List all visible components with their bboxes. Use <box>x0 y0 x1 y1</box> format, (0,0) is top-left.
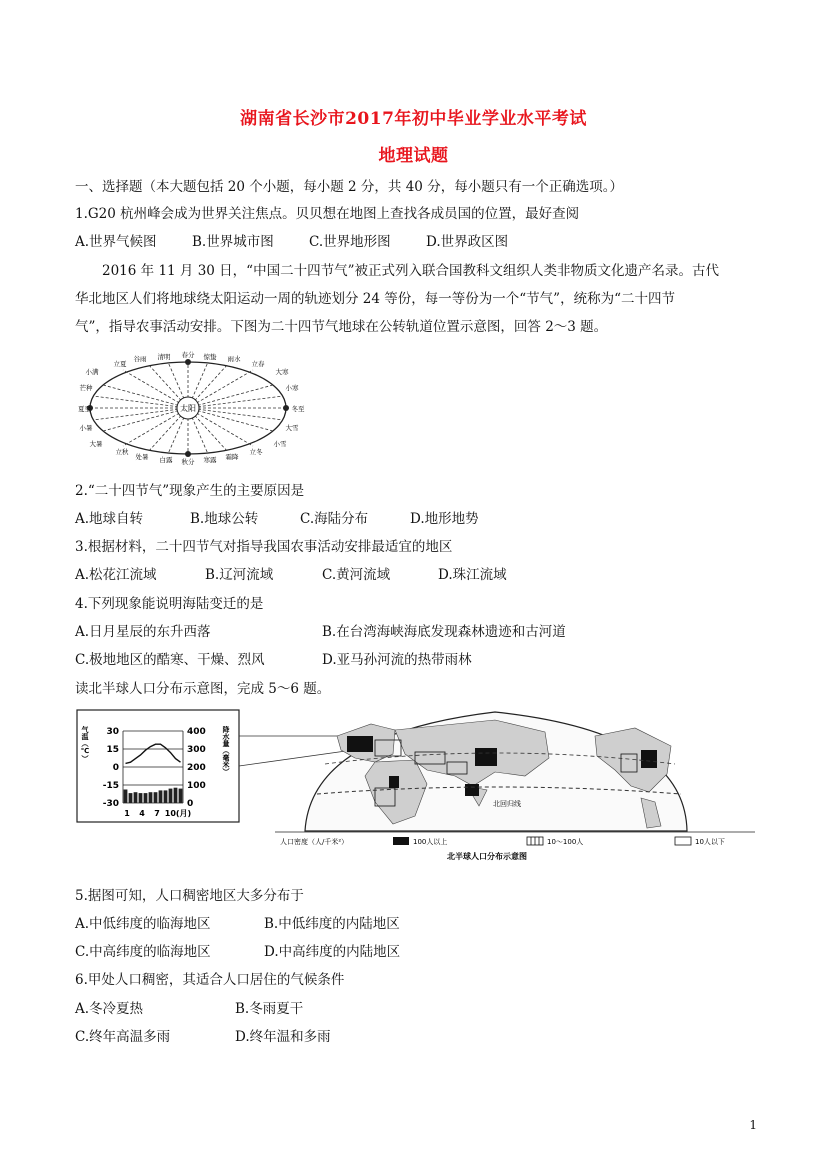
precip-bar-month-1 <box>124 790 128 804</box>
q5-option-a: A.中低纬度的临海地区 <box>75 916 211 932</box>
q1-option-d: D.世界政区图 <box>426 234 509 250</box>
legend-title: 人口密度（人/千米²） <box>280 838 349 846</box>
temp-tick-minus15: -15 <box>102 781 119 791</box>
q3-option-d: D.珠江流域 <box>438 567 507 583</box>
question-1-stem: 1.G20 杭州峰会成为世界关注焦点。贝贝想在地图上查找各成员国的位置，最好查阅 <box>75 206 580 222</box>
precip-tick-100: 100 <box>187 781 206 791</box>
question-2-stem: 2.“二十四节气”现象产生的主要原因是 <box>75 483 305 499</box>
section-heading: 一、选择题（本大题包括 20 个小题，每小题 2 分，共 40 分，每小题只有一个正确选项。） <box>75 179 623 195</box>
term-mangzhong: 芒种 <box>79 384 93 392</box>
term-lixia: 立夏 <box>113 360 127 368</box>
q3-option-b: B.辽河流域 <box>205 567 274 583</box>
term-guyu: 谷雨 <box>133 355 147 363</box>
term-lidong: 立冬 <box>249 448 263 456</box>
q5-option-c: C.中高纬度的临海地区 <box>75 944 211 960</box>
month-label-7: 7 <box>154 809 160 818</box>
term-chushu: 处暑 <box>135 453 149 461</box>
question-5-stem: 5.据图可知，人口稠密地区大多分布于 <box>75 888 304 904</box>
term-xiaoman: 小满 <box>85 368 99 376</box>
precip-bar-month-3 <box>134 792 138 803</box>
term-dongzhi: 冬至 <box>291 405 305 413</box>
connector-line-bottom <box>239 750 353 766</box>
q5-option-b: B.中低纬度的内陆地区 <box>264 916 400 932</box>
q4-option-d: D.亚马孙河流的热带雨林 <box>322 652 472 668</box>
solar-terms-orbit-diagram <box>78 350 310 466</box>
sun-label: 太阳 <box>180 404 196 413</box>
q6-option-d: D.终年温和多雨 <box>235 1029 331 1045</box>
temp-tick-30: 30 <box>106 727 119 737</box>
temp-tick-minus30: -30 <box>102 799 119 809</box>
term-daxue: 大雪 <box>285 424 299 432</box>
month-label-4: 4 <box>139 809 145 818</box>
temp-tick-15: 15 <box>106 745 119 755</box>
q3-option-a: A.松花江流域 <box>75 567 157 583</box>
legend-swatch-dense <box>393 837 409 845</box>
q6-option-b: B.冬雨夏干 <box>235 1001 304 1017</box>
page-number: 1 <box>749 1118 757 1132</box>
q2-option-d: D.地形地势 <box>410 511 479 527</box>
term-qingming: 清明 <box>157 353 171 361</box>
q4-option-c: C.极地地区的酷寒、干燥、烈风 <box>75 652 265 668</box>
question-4-stem: 4.下列现象能说明海陆变迁的是 <box>75 596 264 612</box>
passage-line-1: 2016 年 11 月 30 日，“中国二十四节气”被正式列入联合国教科文组织人类非物质文化遗产名录。古代 <box>102 263 719 279</box>
question-6-stem: 6.甲处人口稠密，其适合人口居住的气候条件 <box>75 972 345 988</box>
reading-prompt: 读北半球人口分布示意图，完成 5～6 题。 <box>75 681 331 697</box>
precip-tick-200: 200 <box>187 763 206 773</box>
q2-option-a: A.地球自转 <box>75 511 144 527</box>
term-dashu: 大暑 <box>89 440 103 448</box>
precip-tick-300: 300 <box>187 745 206 755</box>
legend-swatch-sparse <box>675 837 691 845</box>
term-xiazhi: 夏至 <box>78 405 91 413</box>
q5-option-d: D.中高纬度的内陆地区 <box>264 944 401 960</box>
q1-option-b: B.世界城市图 <box>192 234 274 250</box>
term-xiaoshu: 小暑 <box>79 424 93 432</box>
term-chunfen: 春分 <box>181 351 195 359</box>
legend-dense-label: 100人以上 <box>413 838 448 846</box>
legend-sparse-label: 10人以下 <box>695 838 725 846</box>
legend-medium-label: 10～100人 <box>547 838 584 846</box>
precip-tick-400: 400 <box>187 727 206 737</box>
term-bailu: 白露 <box>159 456 173 464</box>
precip-bar-month-6 <box>149 792 153 803</box>
term-xiaohan: 小寒 <box>285 384 299 392</box>
term-lichun: 立春 <box>251 360 265 368</box>
page-subtitle: 地理试题 <box>378 146 449 166</box>
q4-option-a: A.日月星辰的东升西落 <box>75 624 211 640</box>
term-dahan: 大寒 <box>275 368 289 376</box>
question-3-stem: 3.根据材料，二十四节气对指导我国农事活动安排最适宜的地区 <box>75 539 453 555</box>
precip-axis-label: 降水量（毫米） <box>222 726 230 775</box>
q4-option-b: B.在台湾海峡海底发现森林遗迹和古河道 <box>322 624 566 640</box>
precip-bar-month-2 <box>129 793 133 803</box>
term-shuangjiang: 霜降 <box>225 453 239 461</box>
q6-option-a: A.冬冷夏热 <box>75 1001 144 1017</box>
precip-bar-month-7 <box>154 792 158 803</box>
population-map-figure <box>75 706 755 866</box>
climate-chart-frame <box>77 710 239 822</box>
q2-option-b: B.地球公转 <box>190 511 259 527</box>
precip-bar-month-9 <box>164 790 168 803</box>
term-jingzhe: 惊蛰 <box>203 353 217 361</box>
passage-line-3: 气”，指导农事活动安排。下图为二十四节气地球在公转轨道位置示意图，回答 2～3 题。 <box>75 319 608 335</box>
temp-axis-label: 气温（℃） <box>81 726 89 762</box>
precip-bar-month-5 <box>144 793 148 803</box>
temp-tick-0: 0 <box>112 763 119 773</box>
precip-tick-0: 0 <box>187 799 194 809</box>
month-label-1: 1 <box>124 809 130 818</box>
precip-bar-month-4 <box>139 793 143 803</box>
page-title: 湖南省长沙市2017年初中毕业学业水平考试 <box>240 109 587 129</box>
q6-option-c: C.终年高温多雨 <box>75 1029 171 1045</box>
q1-option-a: A.世界气候图 <box>75 234 157 250</box>
term-hanlu: 寒露 <box>203 456 217 464</box>
map-caption: 北半球人口分布示意图 <box>447 852 527 861</box>
term-liqiu: 立秋 <box>115 448 129 456</box>
term-yushui: 雨水 <box>227 355 241 363</box>
passage-line-2: 华北地区人们将地球绕太阳运动一周的轨迹划分 24 等份，每一等份为一个“节气”，统称为“二十四节 <box>75 291 675 307</box>
month-label-10: 10(月) <box>164 809 192 818</box>
precip-bar-month-10 <box>169 789 173 803</box>
precip-bar-month-11 <box>174 788 178 803</box>
precip-bar-month-8 <box>159 790 163 803</box>
term-xiaoxue: 小雪 <box>273 440 287 448</box>
term-qiufen: 秋分 <box>181 458 195 466</box>
q3-option-c: C.黄河流域 <box>322 567 391 583</box>
q1-option-c: C.世界地形图 <box>309 234 391 250</box>
precip-bar-month-12 <box>179 789 183 803</box>
q2-option-c: C.海陆分布 <box>300 511 369 527</box>
tropic-label: 北回归线 <box>493 800 521 808</box>
